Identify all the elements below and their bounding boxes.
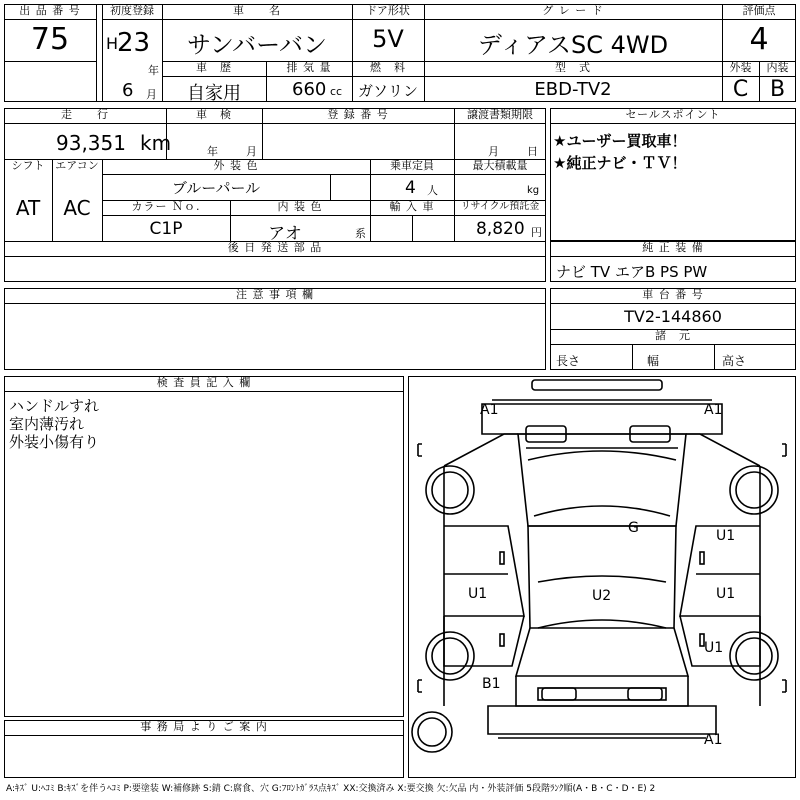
max-load-label: 最大積載量 (472, 159, 528, 172)
color-no-label: カラー Ｎｏ. (131, 200, 201, 213)
damage-b1-left-rear: B1 (482, 676, 501, 692)
transfer-deadline-label: 譲渡書類期限 (467, 108, 533, 121)
person-unit-label: 人 (427, 184, 438, 197)
ext-color-value: ブルーパール (171, 179, 261, 197)
reg-no-label: 登 録 番 号 (327, 108, 389, 121)
grade-label: グ レ ー ド (542, 4, 604, 17)
inspector-note-3: 外装小傷有り (9, 433, 100, 451)
mileage-value: 93,351 (56, 131, 126, 155)
damage-a1-rear-right: A1 (704, 732, 723, 748)
yen-unit-label: 円 (531, 226, 542, 239)
score-value: 4 (749, 22, 769, 57)
car-name-value: サンバーバン (187, 31, 327, 59)
displacement-value: 660 (292, 79, 327, 100)
damage-u1-left-mid: U1 (468, 586, 488, 602)
first-reg-label: 初度登録 (110, 4, 154, 17)
history-label: 車 歴 (196, 61, 232, 74)
first-reg-month: 6 (122, 80, 134, 101)
inspector-notes-label: 検 査 員 記 入 欄 (156, 376, 252, 389)
lot-no-label: 出 品 番 号 (19, 4, 81, 17)
shift-value: AT (15, 196, 41, 220)
damage-u1-right-mid: U1 (716, 586, 736, 602)
inspector-note-2: 室内薄汚れ (9, 415, 85, 433)
genuine-equipment-value: ナビ TV エアB PS PW (556, 263, 708, 281)
sales-point-box (550, 108, 796, 241)
legend-text: A:ｷｽﾞ U:ﾍｺﾐ B:ｷｽﾞを伴うﾍｺﾐ P:要塗装 W:補修跡 S:錆 C:腐食、穴 G:ﾌﾛﾝﾄｶﾞﾗｽ点ｷｽﾞ XX:交換済み X:要交換 欠:欠品 内・外装評価 5段階ﾗﾝｸ順(A・B・C・D・E) 2 (6, 784, 656, 794)
aircon-value: AC (63, 196, 91, 220)
height-label: 高さ (722, 354, 747, 368)
inspection-label: 車 検 (196, 108, 232, 121)
exterior-grade: C (732, 77, 749, 102)
fuel-value: ガソリン (357, 82, 418, 100)
genuine-equipment-label: 純 正 装 備 (642, 241, 704, 254)
damage-u1-right-front: U1 (716, 528, 736, 544)
exterior-label: 外装 (729, 61, 752, 74)
chassis-no-value: TV2-144860 (624, 307, 722, 326)
interior-label: 内装 (766, 61, 789, 74)
displacement-label: 排 気 量 (286, 61, 332, 74)
office-notice-label: 事 務 局 よ り ご 案 内 (140, 720, 268, 733)
kg-unit-label: kg (527, 185, 540, 196)
grade-value: ディアスSC 4WD (477, 31, 669, 59)
capacity-value: 4 (405, 178, 416, 198)
color-no-value: C1P (149, 219, 183, 239)
inspection-month-unit: 月 (246, 145, 257, 158)
chassis-no-label: 車 台 番 号 (642, 288, 704, 301)
damage-g-windshield: G (628, 520, 639, 536)
later-parts-label: 後 日 発 送 部 品 (227, 241, 323, 254)
length-label: 長さ (556, 354, 581, 368)
fuel-label: 燃 料 (370, 61, 406, 74)
damage-u2-center: U2 (592, 588, 612, 604)
recycle-fee-label: リサイクル預託金 (460, 201, 540, 212)
first-reg-year: 23 (117, 28, 151, 58)
import-label: 輸 入 車 (389, 200, 435, 213)
ext-color-label: 外 装 色 (213, 159, 259, 172)
sales-point-label: セールスポイント (625, 108, 721, 121)
shift-label: シフト (11, 159, 45, 172)
recycle-fee-value: 8,820 (476, 219, 525, 239)
car-name-label: 車 名 (233, 4, 281, 17)
mileage-label: 走 行 (61, 108, 109, 121)
aircon-label: エアコン (55, 159, 99, 172)
kei-unit-label: 系 (355, 227, 366, 240)
door-type-value: 5V (372, 25, 404, 53)
transfer-day-unit-visible: 日 (527, 145, 538, 158)
specs-label: 諸 元 (655, 329, 691, 342)
int-color-value: アオ (268, 224, 302, 244)
notes-label: 注 意 事 項 欄 (236, 288, 314, 301)
sales-point-1: ★ユーザー買取車！ (553, 132, 687, 150)
damage-u1-right-rear: U1 (704, 640, 724, 656)
width-label: 幅 (647, 354, 660, 368)
history-value: 自家用 (187, 83, 241, 104)
int-color-label: 内 装 色 (277, 200, 323, 213)
transfer-month-unit: 月 (488, 145, 499, 158)
door-type-label: ドア形状 (366, 4, 410, 17)
damage-a1-front-right: A1 (704, 402, 723, 418)
model-type-value: EBD-TV2 (534, 79, 612, 100)
car-diagram (408, 376, 796, 778)
era-prefix: H (106, 34, 119, 53)
damage-a1-front-left: A1 (480, 402, 499, 418)
model-type-label: 型 式 (555, 61, 591, 74)
capacity-label: 乗車定員 (390, 159, 434, 172)
inspection-year-unit: 年 (207, 145, 218, 158)
interior-grade: B (769, 77, 786, 102)
inspector-note-1: ハンドルすれ (9, 397, 100, 415)
sales-point-2: ★純正ナビ・ＴＶ！ (553, 154, 687, 172)
month-unit-label: 月 (146, 88, 157, 101)
year-unit-label: 年 (148, 64, 159, 77)
lot-no-value: 75 (30, 22, 70, 57)
cc-unit-label: cc (330, 85, 343, 98)
km-unit-label: km (140, 131, 172, 155)
score-label: 評価点 (742, 4, 776, 17)
